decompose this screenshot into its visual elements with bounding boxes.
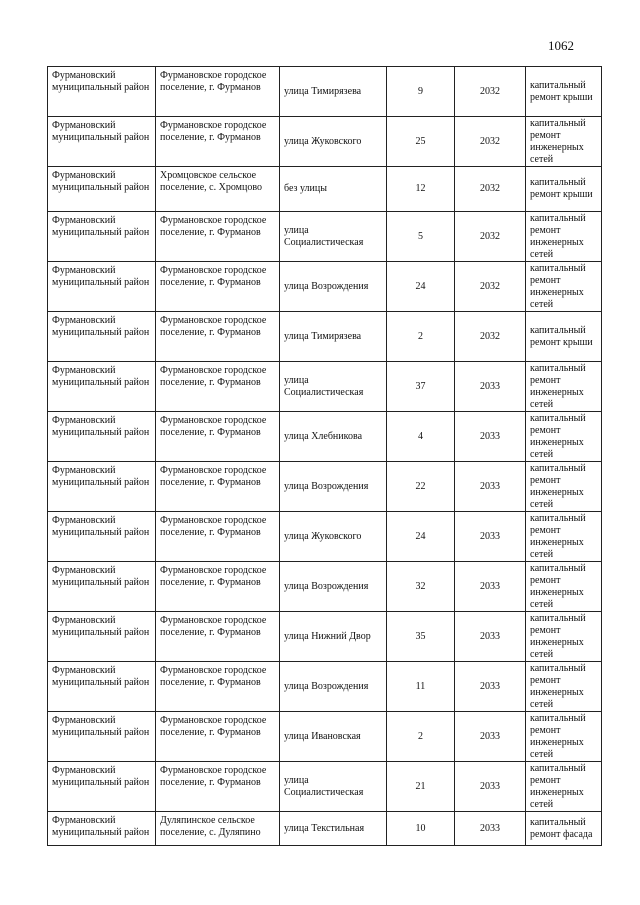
district-cell: Фурмановский муниципальный район xyxy=(48,167,156,212)
settlement-cell: Хромцовское сельское поселение, с. Хромцово xyxy=(156,167,280,212)
street-cell: улица Жуковского xyxy=(280,512,387,562)
district-cell: Фурмановский муниципальный район xyxy=(48,762,156,812)
district-cell: Фурмановский муниципальный район xyxy=(48,512,156,562)
street-cell: улица Социалистическая xyxy=(280,762,387,812)
settlement-cell: Фурмановское городское поселение, г. Фурманов xyxy=(156,612,280,662)
district-cell: Фурмановский муниципальный район xyxy=(48,662,156,712)
settlement-cell: Фурмановское городское поселение, г. Фурманов xyxy=(156,212,280,262)
street-cell: улица Возрождения xyxy=(280,262,387,312)
house-number-cell: 10 xyxy=(387,812,455,846)
district-cell: Фурмановский муниципальный район xyxy=(48,612,156,662)
street-cell: улица Нижний Двор xyxy=(280,612,387,662)
street-cell: улица Хлебникова xyxy=(280,412,387,462)
settlement-cell: Фурмановское городское поселение, г. Фурманов xyxy=(156,462,280,512)
district-cell: Фурмановский муниципальный район xyxy=(48,117,156,167)
year-cell: 2032 xyxy=(455,117,526,167)
house-number-cell: 24 xyxy=(387,512,455,562)
work-type-cell: капитальный ремонт инженерных сетей xyxy=(526,462,602,512)
table-row xyxy=(48,67,602,117)
table-row xyxy=(48,712,602,762)
street-cell: улица Возрождения xyxy=(280,662,387,712)
table-row xyxy=(48,412,602,462)
district-cell: Фурмановский муниципальный район xyxy=(48,212,156,262)
year-cell: 2033 xyxy=(455,412,526,462)
settlement-cell: Фурмановское городское поселение, г. Фурманов xyxy=(156,762,280,812)
settlement-cell: Фурмановское городское поселение, г. Фурманов xyxy=(156,262,280,312)
settlement-cell: Фурмановское городское поселение, г. Фурманов xyxy=(156,662,280,712)
year-cell: 2032 xyxy=(455,312,526,362)
district-cell: Фурмановский муниципальный район xyxy=(48,562,156,612)
settlement-cell: Фурмановское городское поселение, г. Фурманов xyxy=(156,312,280,362)
year-cell: 2033 xyxy=(455,662,526,712)
settlement-cell: Дуляпинское сельское поселение, с. Дуляпино xyxy=(156,812,280,846)
district-cell: Фурмановский муниципальный район xyxy=(48,712,156,762)
table-row xyxy=(48,512,602,562)
street-cell: улица Тимирязева xyxy=(280,67,387,117)
house-number-cell: 9 xyxy=(387,67,455,117)
district-cell: Фурмановский муниципальный район xyxy=(48,312,156,362)
work-type-cell: капитальный ремонт инженерных сетей xyxy=(526,662,602,712)
work-type-cell: капитальный ремонт инженерных сетей xyxy=(526,562,602,612)
street-cell: без улицы xyxy=(280,167,387,212)
settlement-cell: Фурмановское городское поселение, г. Фурманов xyxy=(156,117,280,167)
year-cell: 2032 xyxy=(455,262,526,312)
work-type-cell: капитальный ремонт фасада xyxy=(526,812,602,846)
district-cell: Фурмановский муниципальный район xyxy=(48,812,156,846)
year-cell: 2032 xyxy=(455,67,526,117)
table-row xyxy=(48,812,602,846)
house-number-cell: 37 xyxy=(387,362,455,412)
year-cell: 2032 xyxy=(455,167,526,212)
settlement-cell: Фурмановское городское поселение, г. Фурманов xyxy=(156,67,280,117)
year-cell: 2033 xyxy=(455,362,526,412)
work-type-cell: капитальный ремонт крыши xyxy=(526,167,602,212)
work-type-cell: капитальный ремонт инженерных сетей xyxy=(526,612,602,662)
house-number-cell: 4 xyxy=(387,412,455,462)
work-type-cell: капитальный ремонт крыши xyxy=(526,312,602,362)
street-cell: улица Социалистическая xyxy=(280,362,387,412)
settlement-cell: Фурмановское городское поселение, г. Фурманов xyxy=(156,712,280,762)
work-type-cell: капитальный ремонт инженерных сетей xyxy=(526,117,602,167)
year-cell: 2033 xyxy=(455,712,526,762)
street-cell: улица Социалистическая xyxy=(280,212,387,262)
street-cell: улица Возрождения xyxy=(280,462,387,512)
repair-schedule-table xyxy=(47,66,602,846)
house-number-cell: 2 xyxy=(387,712,455,762)
year-cell: 2033 xyxy=(455,512,526,562)
district-cell: Фурмановский муниципальный район xyxy=(48,362,156,412)
work-type-cell: капитальный ремонт инженерных сетей xyxy=(526,362,602,412)
house-number-cell: 22 xyxy=(387,462,455,512)
table-row xyxy=(48,362,602,412)
house-number-cell: 12 xyxy=(387,167,455,212)
table-row xyxy=(48,212,602,262)
house-number-cell: 24 xyxy=(387,262,455,312)
table-row xyxy=(48,117,602,167)
work-type-cell: капитальный ремонт инженерных сетей xyxy=(526,762,602,812)
house-number-cell: 5 xyxy=(387,212,455,262)
house-number-cell: 35 xyxy=(387,612,455,662)
settlement-cell: Фурмановское городское поселение, г. Фурманов xyxy=(156,362,280,412)
district-cell: Фурмановский муниципальный район xyxy=(48,262,156,312)
street-cell: улица Текстильная xyxy=(280,812,387,846)
settlement-cell: Фурмановское городское поселение, г. Фурманов xyxy=(156,512,280,562)
year-cell: 2032 xyxy=(455,212,526,262)
work-type-cell: капитальный ремонт инженерных сетей xyxy=(526,512,602,562)
house-number-cell: 32 xyxy=(387,562,455,612)
table-row xyxy=(48,562,602,612)
settlement-cell: Фурмановское городское поселение, г. Фурманов xyxy=(156,562,280,612)
house-number-cell: 25 xyxy=(387,117,455,167)
year-cell: 2033 xyxy=(455,762,526,812)
house-number-cell: 2 xyxy=(387,312,455,362)
work-type-cell: капитальный ремонт инженерных сетей xyxy=(526,212,602,262)
work-type-cell: капитальный ремонт инженерных сетей xyxy=(526,712,602,762)
district-cell: Фурмановский муниципальный район xyxy=(48,412,156,462)
street-cell: улица Тимирязева xyxy=(280,312,387,362)
year-cell: 2033 xyxy=(455,612,526,662)
district-cell: Фурмановский муниципальный район xyxy=(48,67,156,117)
table-row xyxy=(48,312,602,362)
work-type-cell: капитальный ремонт крыши xyxy=(526,67,602,117)
table-row xyxy=(48,462,602,512)
year-cell: 2033 xyxy=(455,562,526,612)
house-number-cell: 21 xyxy=(387,762,455,812)
house-number-cell: 11 xyxy=(387,662,455,712)
table-row xyxy=(48,612,602,662)
district-cell: Фурмановский муниципальный район xyxy=(48,462,156,512)
settlement-cell: Фурмановское городское поселение, г. Фурманов xyxy=(156,412,280,462)
street-cell: улица Ивановская xyxy=(280,712,387,762)
year-cell: 2033 xyxy=(455,812,526,846)
work-type-cell: капитальный ремонт инженерных сетей xyxy=(526,262,602,312)
year-cell: 2033 xyxy=(455,462,526,512)
table-row xyxy=(48,262,602,312)
table-row xyxy=(48,167,602,212)
page-number: 1062 xyxy=(548,38,574,53)
table-row xyxy=(48,762,602,812)
street-cell: улица Возрождения xyxy=(280,562,387,612)
street-cell: улица Жуковского xyxy=(280,117,387,167)
work-type-cell: капитальный ремонт инженерных сетей xyxy=(526,412,602,462)
table-row xyxy=(48,662,602,712)
